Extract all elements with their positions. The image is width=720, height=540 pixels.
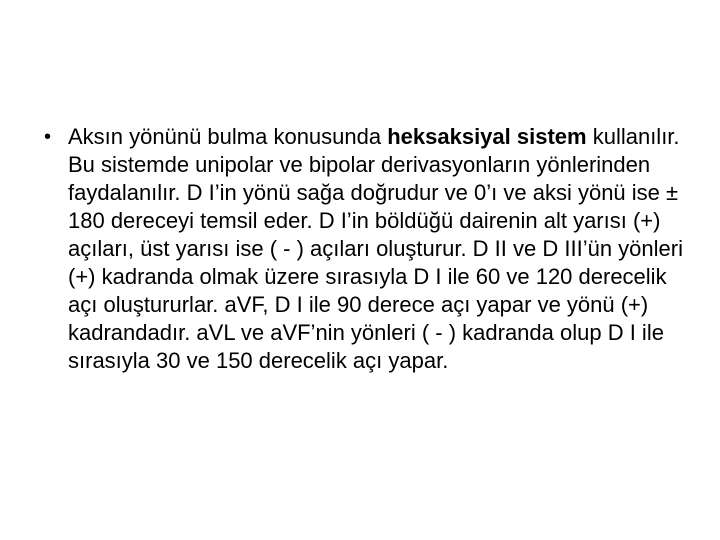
- bullet-icon: •: [44, 126, 52, 148]
- paragraph-text-part1: Aksın yönünü bulma konusunda: [68, 124, 388, 149]
- bullet-paragraph: [40, 123, 688, 375]
- paragraph-text-part2: kullanılır. Bu sistemde unipolar ve bipolar derivasyonların yönlerinden faydalanılır. D I’in yönü sağa doğrudur ve 0’ı ve aksi yönü ise ± 180 dereceyi temsil eder. D I’in böldüğü dairenin alt yarısı (+) açıları, üst yarısı ise ( - ) açıları oluşturur. D II ve D III’ün yönleri (+) kadranda olmak üzere sırasıyla D I ile 60 ve 120 derecelik açı oluştururlar. aVF, D I ile 90 derece açı yapar ve yönü (+) kadrandadır. aVL ve aVF’nin yönleri ( - ) kadranda olup D I ile sırasıyla 30 ve 150 derecelik açı yapar.: [68, 124, 683, 373]
- bullet-item: [40, 123, 700, 375]
- paragraph-bold-term: heksaksiyal sistem: [387, 124, 587, 149]
